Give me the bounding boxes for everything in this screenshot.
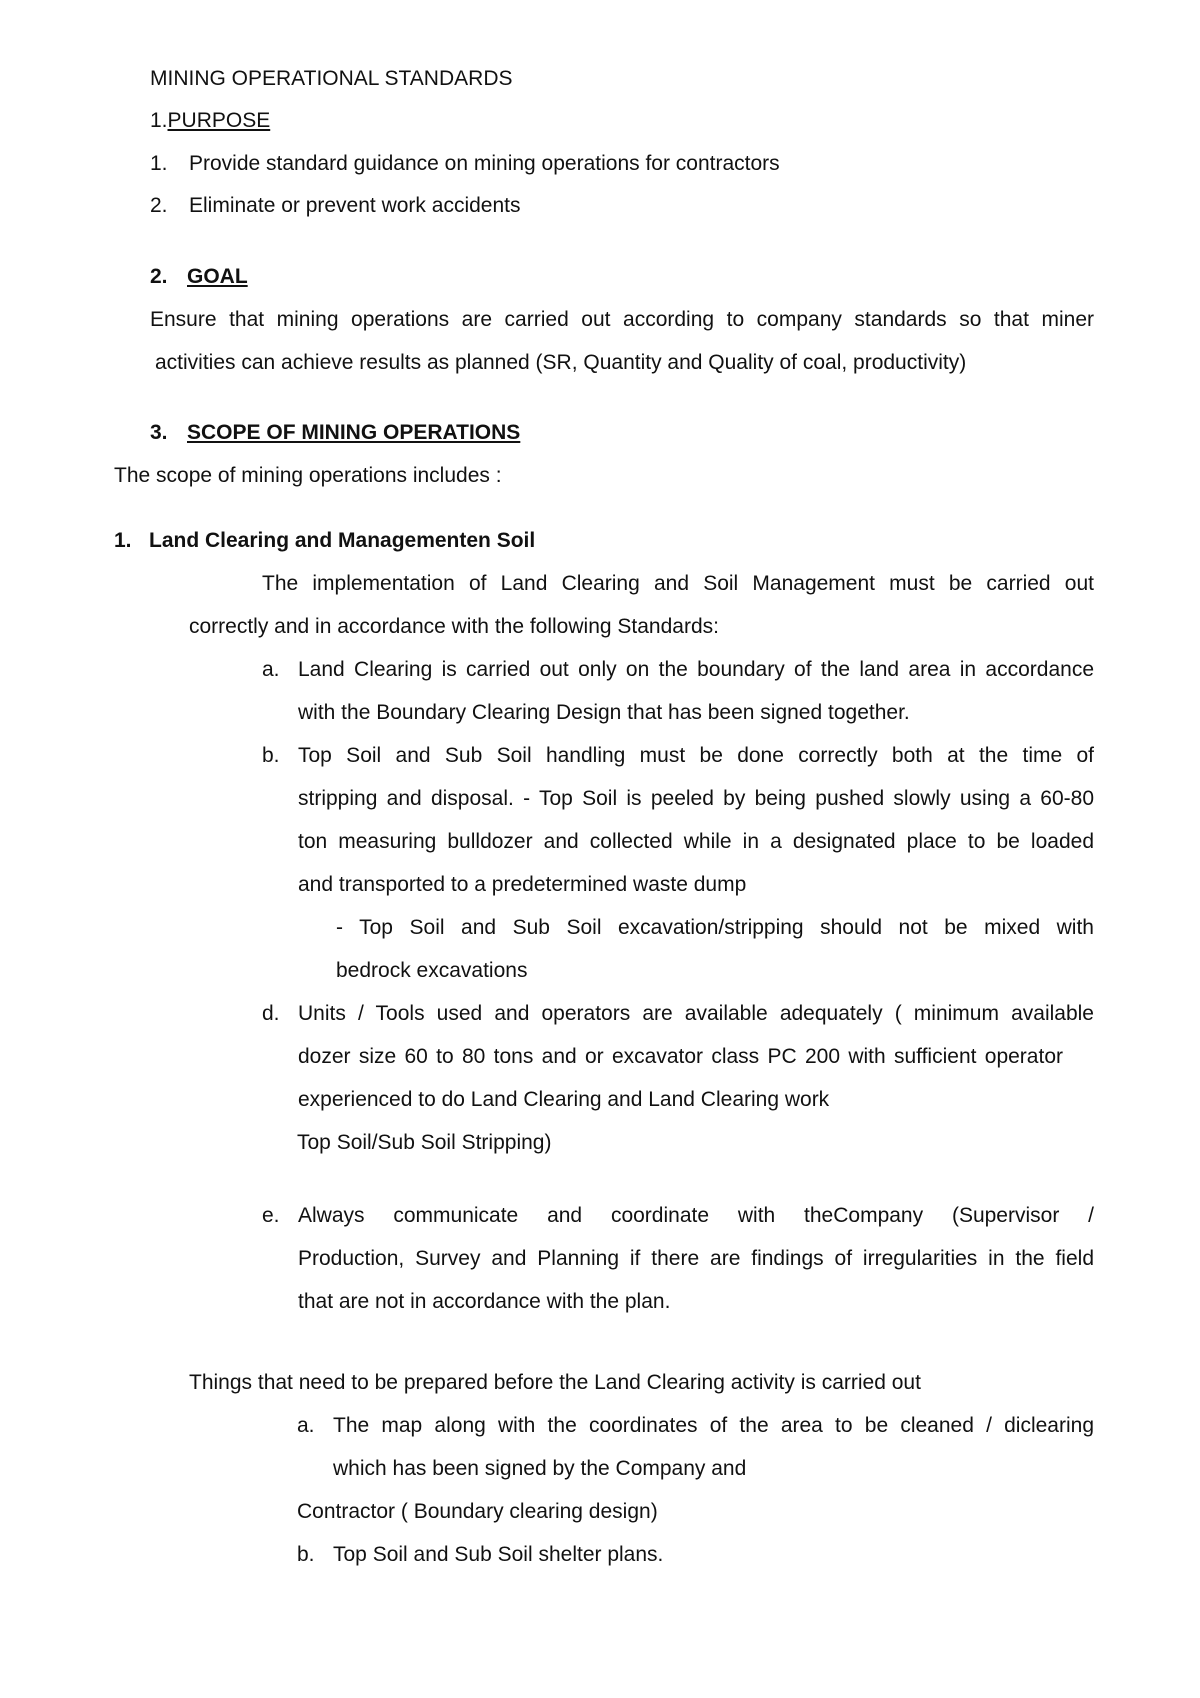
- section1-intro-line-1: The implementation of Land Clearing and Soil Management must be carried out: [262, 572, 1094, 595]
- goal-heading: GOAL: [187, 265, 248, 288]
- purpose-heading-text: PURPOSE: [167, 109, 271, 132]
- prep-item-b-line-1: Top Soil and Sub Soil shelter plans.: [333, 1543, 664, 1566]
- purpose-item-2-marker: 2.: [150, 194, 168, 217]
- prep-item-b-marker: b.: [297, 1543, 315, 1566]
- item-b-line-4: and transported to a predetermined waste dump: [298, 873, 747, 896]
- item-a-marker: a.: [262, 658, 280, 681]
- item-b-line-2: stripping and disposal. - Top Soil is peeled by being pushed slowly using a 60-80: [298, 787, 1094, 810]
- item-b-marker: b.: [262, 744, 280, 767]
- scope-heading: SCOPE OF MINING OPERATIONS: [187, 421, 521, 444]
- section1-heading: Land Clearing and Managementen Soil: [149, 529, 536, 552]
- scope-intro: The scope of mining operations includes :: [114, 464, 502, 487]
- prep-item-a-line-1: The map along with the coordinates of the area to be cleaned / diclearing: [333, 1414, 1094, 1437]
- purpose-heading: [150, 108, 270, 134]
- item-a-line-2: with the Boundary Clearing Design that has been signed together.: [298, 701, 910, 724]
- purpose-number: 1.: [150, 109, 168, 132]
- item-e-line-2: Production, Survey and Planning if there are findings of irregularities in the field: [298, 1247, 1094, 1270]
- goal-text-line-1: Ensure that mining operations are carried out according to company standards so that miner: [150, 308, 1094, 331]
- item-d-line-2: dozer size 60 to 80 tons and or excavator class PC 200 with sufficient operator: [298, 1045, 1063, 1068]
- item-d-line-3: experienced to do Land Clearing and Land Clearing work: [298, 1088, 830, 1111]
- purpose-item-2: Eliminate or prevent work accidents: [189, 194, 521, 217]
- item-d-marker: d.: [262, 1002, 280, 1025]
- item-d-line-1: Units / Tools used and operators are available adequately ( minimum available: [298, 1002, 1094, 1025]
- item-a-line-1: Land Clearing is carried out only on the boundary of the land area in accordance: [298, 658, 1094, 681]
- prep-contractor-line: Contractor ( Boundary clearing design): [297, 1500, 658, 1523]
- prep-intro: Things that need to be prepared before the Land Clearing activity is carried out: [189, 1371, 921, 1394]
- item-e-line-1: Always communicate and coordinate with theCompany (Supervisor /: [298, 1204, 1094, 1227]
- purpose-item-1-marker: 1.: [150, 152, 168, 175]
- section1-intro-line-2: correctly and in accordance with the following Standards:: [189, 615, 719, 638]
- item-b-line-1: Top Soil and Sub Soil handling must be done correctly both at the time of: [298, 744, 1094, 767]
- prep-item-a-marker: a.: [297, 1414, 315, 1437]
- item-b-line-3: ton measuring bulldozer and collected while in a designated place to be loaded: [298, 830, 1094, 853]
- goal-text-line-2: activities can achieve results as planned (SR, Quantity and Quality of coal, productivity): [155, 351, 967, 374]
- item-b-dash-line-2: bedrock excavations: [336, 959, 528, 982]
- prep-item-a-line-2: which has been signed by the Company and: [333, 1457, 747, 1480]
- item-b-dash-line-1: - Top Soil and Sub Soil excavation/stripping should not be mixed with: [336, 916, 1094, 939]
- item-d-line-4: Top Soil/Sub Soil Stripping): [297, 1131, 552, 1154]
- document-title: MINING OPERATIONAL STANDARDS: [150, 67, 513, 90]
- item-e-marker: e.: [262, 1204, 280, 1227]
- section1-number: 1.: [114, 529, 132, 552]
- goal-number: 2.: [150, 265, 168, 288]
- scope-number: 3.: [150, 421, 168, 444]
- purpose-item-1: Provide standard guidance on mining operations for contractors: [189, 152, 780, 175]
- item-e-line-3: that are not in accordance with the plan.: [298, 1290, 671, 1313]
